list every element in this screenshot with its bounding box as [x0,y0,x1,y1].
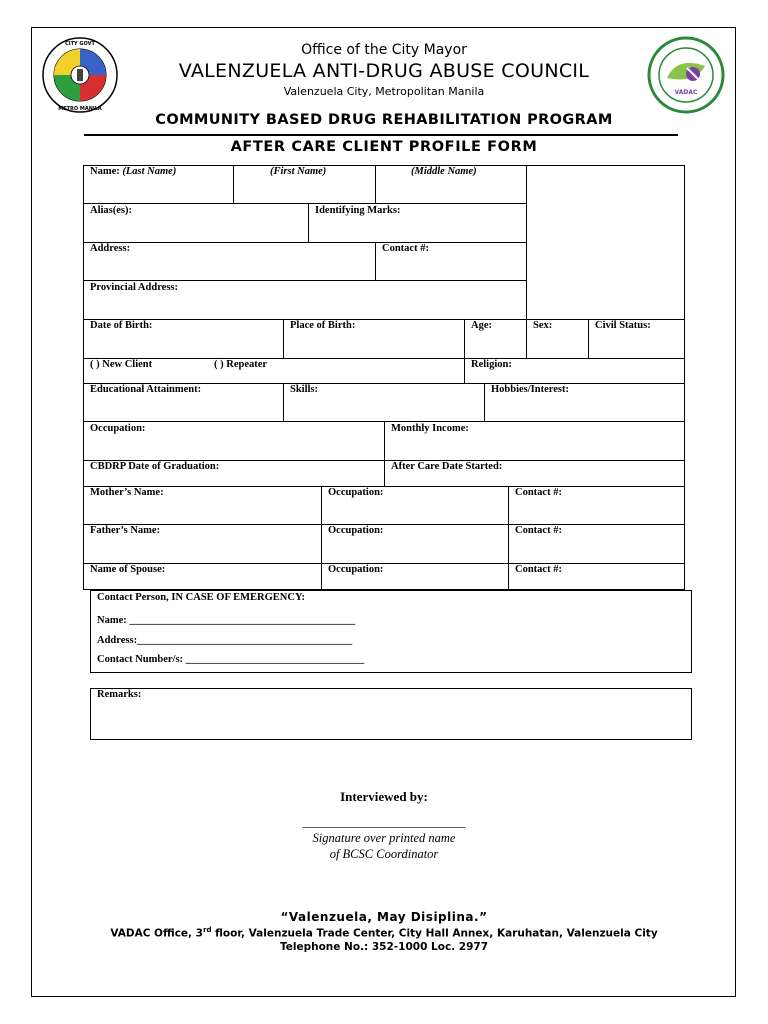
spouse-occupation-label: Occupation: [328,564,384,575]
mother-contact-label: Contact #: [515,487,562,498]
after-care-started-label: After Care Date Started: [391,461,503,472]
provincial-address-label: Provincial Address: [90,282,178,293]
cbdrp-graduation-label: CBDRP Date of Graduation: [90,461,220,472]
signature-caption-2: of BCSC Coordinator [329,847,439,861]
hobbies-label: Hobbies/Interest: [491,384,569,395]
address-label: Address: [90,243,131,254]
office-address: VADAC Office, 3rd floor, Valenzuela Trade Center, City Hall Annex, Karuhatan, Valenzuela City [110,926,658,940]
identifying-marks-label: Identifying Marks: [315,205,401,216]
svg-text:CITY GOVT: CITY GOVT [65,41,95,47]
religion-label: Religion: [471,359,512,370]
middle-name-label: (Middle Name) [411,166,477,177]
skills-label: Skills: [290,384,319,395]
education-label: Educational Attainment: [90,384,202,395]
city-motto: “Valenzuela, May Disiplina.” [280,910,488,924]
name-label: Name: (Last Name) [90,166,177,177]
location-subtitle: Valenzuela City, Metropolitan Manila [283,85,485,98]
svg-text:VADAC: VADAC [674,89,698,96]
mother-occupation-label: Occupation: [328,487,384,498]
signature-caption-1: Signature over printed name [312,831,456,845]
svg-text:METRO MANILA: METRO MANILA [58,106,102,112]
contact-label: Contact #: [382,243,429,254]
emergency-heading: Contact Person, IN CASE OF EMERGENCY: [97,592,306,603]
remarks-box[interactable] [90,688,692,740]
emergency-contact-box [90,590,692,673]
header-divider [84,134,678,136]
emergency-address-field[interactable]: Address:_________________________________________ [97,635,353,646]
council-title: VALENZUELA ANTI-DRUG ABUSE COUNCIL [178,60,590,82]
spouse-name-label: Name of Spouse: [90,564,166,575]
civil-status-label: Civil Status: [595,320,651,331]
father-contact-label: Contact #: [515,525,562,536]
first-name-label: (First Name) [270,166,327,177]
dob-label: Date of Birth: [90,320,153,331]
fathers-name-label: Father’s Name: [90,525,161,536]
program-title: COMMUNITY BASED DRUG REHABILITATION PROGRAM [155,112,613,128]
mothers-name-label: Mother’s Name: [90,487,164,498]
pob-label: Place of Birth: [290,320,356,331]
occupation-label: Occupation: [90,423,146,434]
sex-label: Sex: [533,320,553,331]
form-title: AFTER CARE CLIENT PROFILE FORM [230,139,538,155]
interviewed-by-label: Interviewed by: [340,789,428,804]
spouse-contact-label: Contact #: [515,564,562,575]
emergency-name-field[interactable]: Name: ___________________________________________ [97,615,356,626]
monthly-income-label: Monthly Income: [391,423,469,434]
age-label: Age: [471,320,492,331]
telephone-number: Telephone No.: 352-1000 Loc. 2977 [279,941,489,953]
new-client-checkbox[interactable]: ( ) New Client [90,359,153,370]
remarks-label: Remarks: [97,689,142,700]
emergency-contact-field[interactable]: Contact Number/s: __________________________________ [97,654,365,665]
repeater-checkbox[interactable]: ( ) Repeater [214,359,268,370]
alias-label: Alias(es): [90,205,132,216]
father-occupation-label: Occupation: [328,525,384,536]
office-title: Office of the City Mayor [301,42,467,58]
signature-line: _________________________ [302,814,466,829]
